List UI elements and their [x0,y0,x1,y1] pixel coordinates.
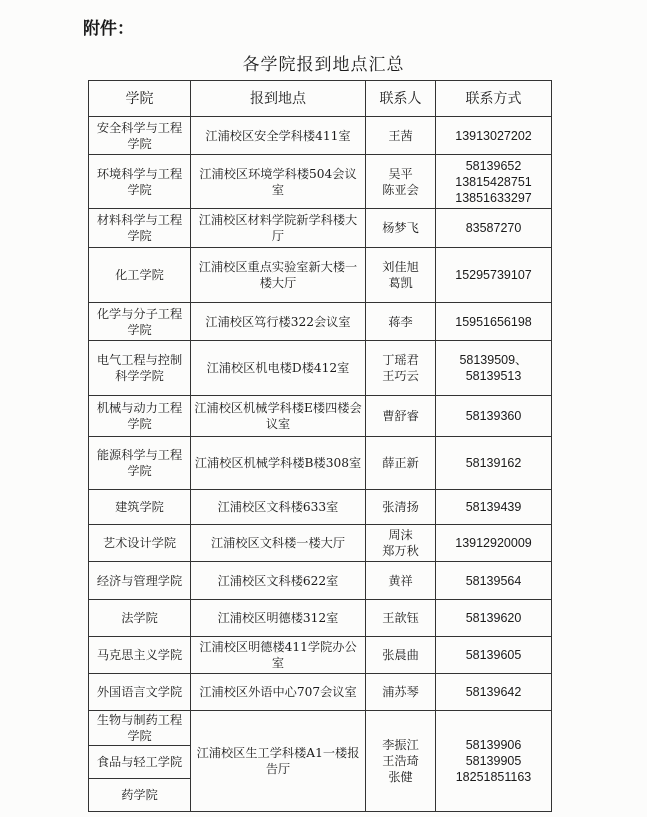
contact-name: 王巧云 [382,369,419,383]
location-cell: 江浦校区重点实验室新大楼一楼大厅 [191,248,366,303]
contact-name: 郑万秋 [382,544,419,558]
college-cell: 法学院 [89,600,191,637]
attachment-label: 附件： [83,19,134,39]
contact-name: 丁瑶君 [382,353,419,367]
contact-name: 张健 [388,770,413,784]
location-cell: 江浦校区文科楼622室 [191,562,366,600]
contact-cell [366,396,436,437]
contact-name: 杨梦飞 [382,221,419,235]
phone-number: 58139513 [465,369,522,383]
location-cell: 江浦校区文科楼633室 [191,490,366,525]
phone-number: 15951656198 [455,314,532,329]
contact-cell [366,303,436,341]
phone-number: 58139620 [465,611,522,625]
contact-name: 葛凯 [388,276,413,290]
phone-cell [436,637,552,674]
phone-number: 58139605 [465,648,522,662]
college-cell: 能源科学与工程学院 [89,437,191,490]
header-location: 报到地点 [191,81,366,117]
table-row [89,525,552,562]
contact-cell [366,637,436,674]
location-cell: 江浦校区材料学院新学科楼大厅 [191,209,366,248]
table-row [89,490,552,525]
contact-cell [366,600,436,637]
contact-name: 陈亚会 [382,182,419,197]
location-cell: 江浦校区明德楼312室 [191,600,366,637]
phone-number: 58139642 [465,685,522,699]
phone-number: 13912920009 [455,536,532,550]
phone-number: 13851633297 [455,190,532,205]
location-cell: 江浦校区文科楼一楼大厅 [191,525,366,562]
contact-name: 王浩琦 [382,754,419,768]
phone-cell [436,117,552,155]
contact-name: 吴平 [388,166,413,181]
phone-number: 58139906 [465,738,522,752]
phone-cell [436,600,552,637]
table-row [89,437,552,490]
table-row [89,562,552,600]
college-cell: 材料科学与工程学院 [89,209,191,248]
contact-cell [366,525,436,562]
location-cell: 江浦校区外语中心707会议室 [191,674,366,711]
table-row [89,155,552,209]
contact-cell [366,155,436,209]
phone-cell [436,437,552,490]
table-body [89,117,552,812]
phone-number: 58139162 [465,456,522,470]
table-row [89,637,552,674]
phone-cell [436,303,552,341]
college-cell: 环境科学与工程学院 [89,155,191,209]
table-row [89,674,552,711]
college-cell: 建筑学院 [89,490,191,525]
phone-cell [436,711,552,812]
header-phone: 联系方式 [436,81,552,117]
phone-cell [436,248,552,303]
contact-cell [366,437,436,490]
contact-name: 曹舒睿 [382,409,419,423]
college-cell: 电气工程与控制科学学院 [89,341,191,396]
contact-cell [366,209,436,248]
contact-name: 浦苏琴 [382,685,419,699]
phone-cell [436,562,552,600]
phone-number: 58139360 [465,409,522,423]
college-cell: 马克思主义学院 [89,637,191,674]
phone-cell [436,209,552,248]
contact-cell [366,562,436,600]
phone-number: 58139509、 [459,353,528,367]
header-contact: 联系人 [366,81,436,117]
contact-cell [366,711,436,812]
report-location-table [88,80,552,812]
college-cell: 药学院 [89,779,191,812]
contact-cell [366,674,436,711]
contact-name: 张晨曲 [382,648,419,662]
location-cell: 江浦校区环境学科楼504会议室 [191,155,366,209]
contact-name: 王歆钰 [382,611,419,625]
phone-number: 58139439 [465,500,522,514]
college-cell: 艺术设计学院 [89,525,191,562]
location-cell: 江浦校区机电楼D楼412室 [191,341,366,396]
phone-number: 15295739107 [455,268,532,282]
phone-cell [436,525,552,562]
college-cell: 外国语言文学院 [89,674,191,711]
page-title: 各学院报到地点汇总 [242,55,405,75]
phone-cell [436,396,552,437]
header-college: 学院 [89,81,191,117]
phone-number: 83587270 [465,221,522,235]
table-row [89,341,552,396]
table-row [89,711,552,746]
table-row [89,117,552,155]
contact-cell [366,341,436,396]
phone-cell [436,674,552,711]
contact-name: 李振江 [382,738,419,752]
contact-name: 张清扬 [382,500,419,514]
table-row [89,600,552,637]
phone-number: 58139905 [465,754,522,768]
phone-number: 58139652 [465,158,522,173]
location-cell: 江浦校区机械学科楼E楼四楼会议室 [191,396,366,437]
contact-name: 王茜 [388,128,413,143]
phone-cell [436,490,552,525]
contact-cell [366,490,436,525]
college-cell: 安全科学与工程学院 [89,117,191,155]
contact-name: 蒋李 [388,314,413,329]
phone-cell [436,341,552,396]
college-cell: 化工学院 [89,248,191,303]
location-cell: 江浦校区笃行楼322会议室 [191,303,366,341]
table-row [89,396,552,437]
phone-number: 58139564 [465,573,522,588]
table-row [89,209,552,248]
table-header-row [89,81,552,117]
college-cell: 化学与分子工程学院 [89,303,191,341]
location-cell: 江浦校区安全学科楼411室 [191,117,366,155]
college-cell: 食品与轻工学院 [89,746,191,779]
table-row [89,303,552,341]
table-row [89,248,552,303]
contact-name: 周沫 [388,528,413,542]
location-cell: 江浦校区生工学科楼A1一楼报告厅 [191,711,366,812]
phone-cell [436,155,552,209]
phone-number: 13815428751 [455,174,532,189]
location-cell: 江浦校区机械学科楼B楼308室 [191,437,366,490]
location-cell: 江浦校区明德楼411学院办公室 [191,637,366,674]
contact-name: 刘佳旭 [382,260,419,274]
college-cell: 生物与制药工程学院 [89,711,191,746]
college-cell: 机械与动力工程学院 [89,396,191,437]
contact-cell [366,248,436,303]
contact-name: 薛正新 [382,456,419,470]
contact-name: 黄祥 [388,573,413,588]
contact-cell [366,117,436,155]
college-cell: 经济与管理学院 [89,562,191,600]
phone-number: 18251851163 [455,770,532,784]
phone-number: 13913027202 [455,128,532,143]
